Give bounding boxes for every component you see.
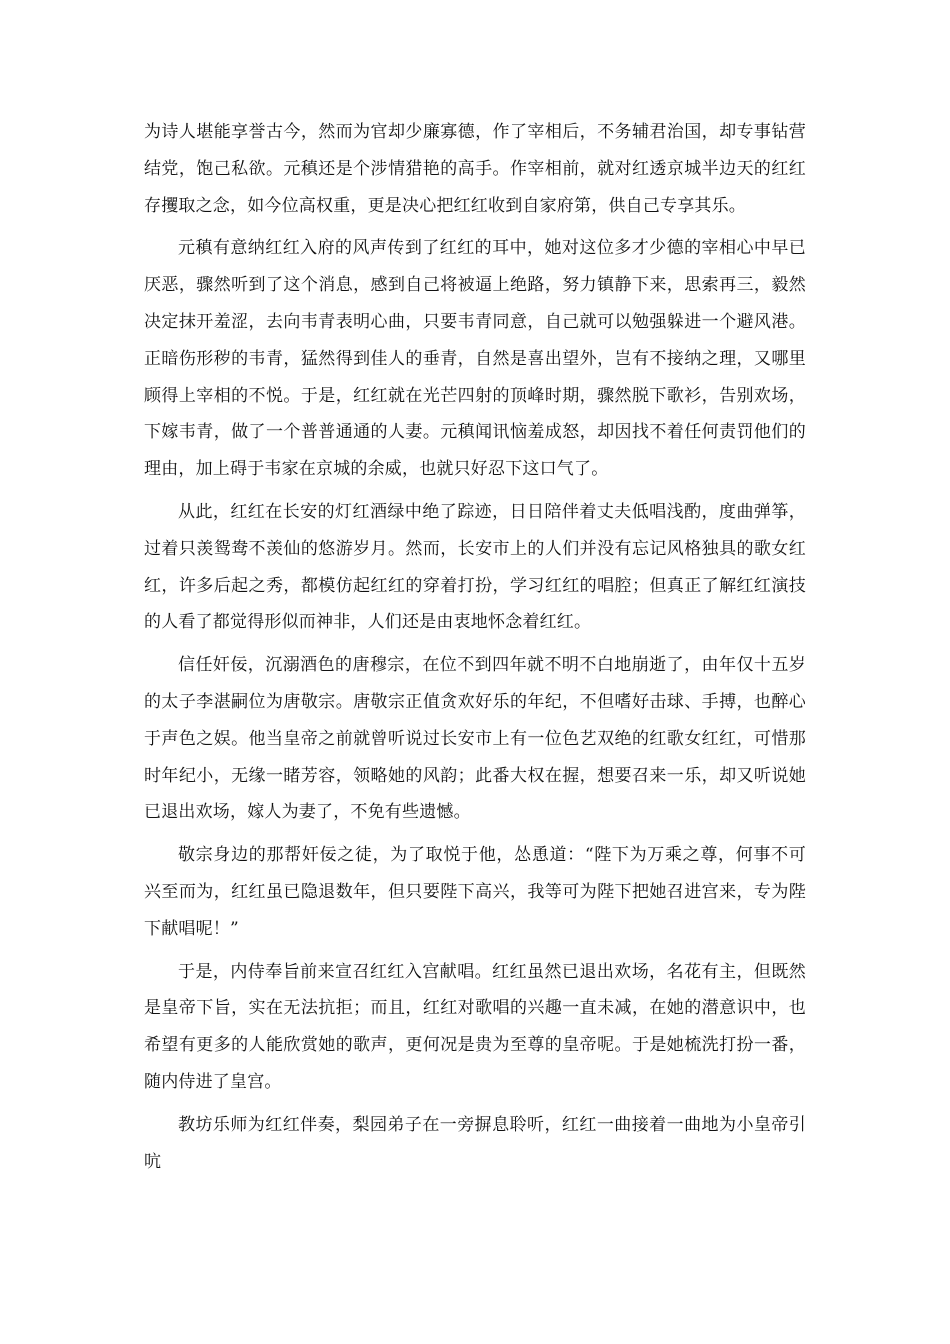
paragraph-1: 为诗人堪能享誉古今，然而为官却少廉寡德，作了宰相后，不务辅君治国，却专事钻营结党，饱己私欲。元稹还是个涉情猎艳的高手。作宰相前，就对红透京城半边天的红红存攫取之念，如今位高权重，更是决心把红红收到自家府第，供自己专享其乐。	[144, 122, 806, 216]
paragraph-2: 元稹有意纳红红入府的风声传到了红红的耳中，她对这位多才少德的宰相心中早已厌恶，骤然听到了这个消息，感到自己将被逼上绝路，努力镇静下来，思索再三，毅然决定抹开羞涩，去向韦青表明心曲，只要韦青同意，自己就可以勉强躲进一个避风港。正暗伤形秽的韦青，猛然得到佳人的垂青，自然是喜出望外，岂有不接纳之理，又哪里顾得上宰相的不悦。于是，红红就在光芒四射的顶峰时期，骤然脱下歌衫，告别欢场，下嫁韦青，做了一个普普通通的人妻。元稹闻讯恼羞成怒，却因找不着任何责罚他们的理由，加上碍于韦家在京城的余威，也就只好忍下这口气了。	[144, 238, 806, 480]
paragraph-3: 从此，红红在长安的灯红酒绿中绝了踪迹，日日陪伴着丈夫低唱浅酌，度曲弹筝，过着只羡鸳鸯不羡仙的悠游岁月。然而，长安市上的人们并没有忘记风格独具的歌女红红，许多后起之秀，都模仿起红红的穿着打扮，学习红红的唱腔；但真正了解红红演技的人看了都觉得形似而神非，人们还是由衷地怀念着红红。	[144, 501, 806, 633]
paragraph-6: 于是，内侍奉旨前来宣召红红入宫献唱。红红虽然已退出欢场，名花有主，但既然是皇帝下旨，实在无法抗拒；而且，红红对歌唱的兴趣一直未减，在她的潜意识中，也希望有更多的人能欣赏她的歌声，更何况是贵为至尊的皇帝呢。于是她梳洗打扮一番，随内侍进了皇宫。	[144, 961, 806, 1092]
paragraph-4: 信任奸佞，沉溺酒色的唐穆宗，在位不到四年就不明不白地崩逝了，由年仅十五岁的太子李湛嗣位为唐敬宗。唐敬宗正值贪欢好乐的年纪，不但嗜好击球、手搏，也醉心于声色之娱。他当皇帝之前就曾听说过长安市上有一位色艺双绝的红歌女红红，可惜那时年纪小，无缘一睹芳容，领略她的风韵；此番大权在握，想要召来一乐，却又听说她已退出欢场，嫁人为妻了，不免有些遗憾。	[144, 655, 806, 823]
article-body	[144, 114, 806, 1186]
paragraph-5: 敬宗身边的那帮奸佞之徒，为了取悦于他，怂恿道：“陛下为万乘之尊，何事不可兴至而为，红红虽已隐退数年，但只要陛下高兴，我等可为陛下把她召进宫来，专为陛下献唱呢！”	[144, 845, 806, 939]
paragraph-7: 教坊乐师为红红伴奏，梨园弟子在一旁摒息聆听，红红一曲接着一曲地为小皇帝引吭	[144, 1114, 806, 1172]
